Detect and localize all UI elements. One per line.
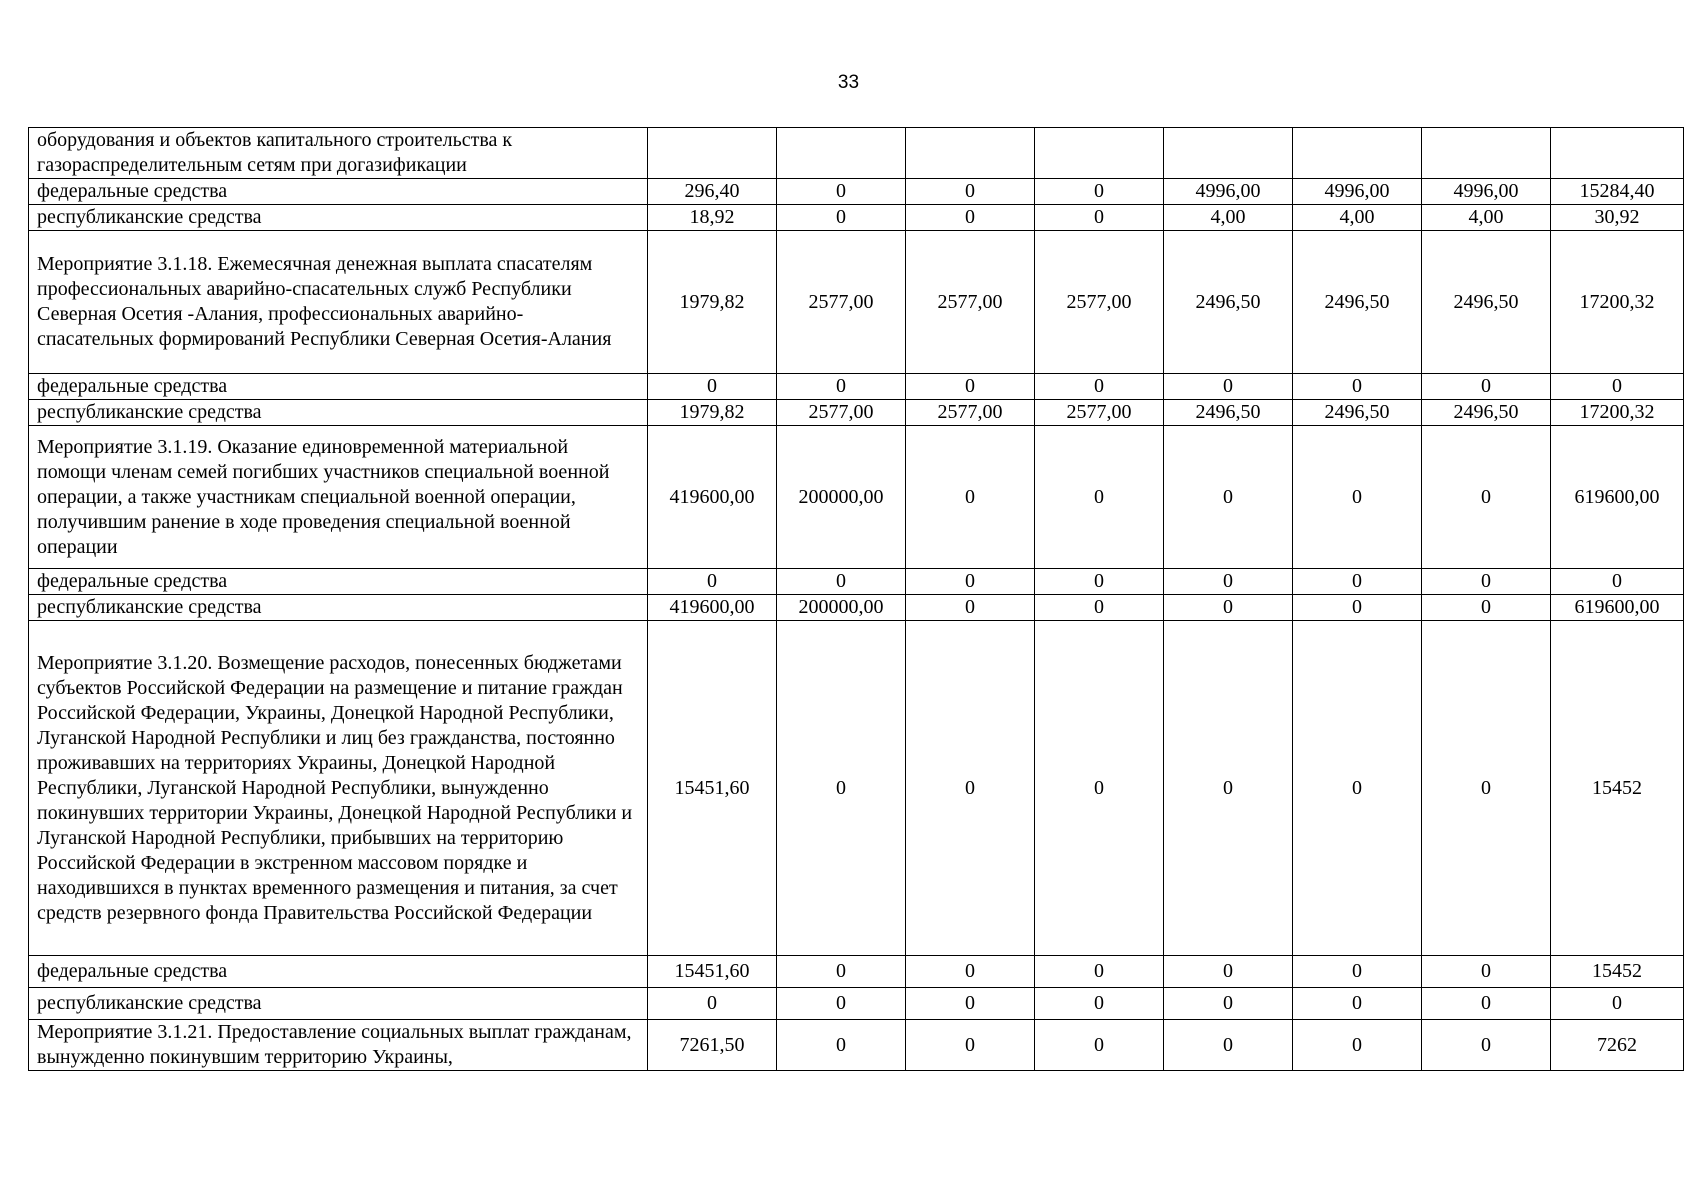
value-cell: 419600,00 (648, 426, 777, 569)
value-cell: 0 (906, 569, 1035, 595)
value-cell (648, 128, 777, 179)
value-cell: 0 (1164, 621, 1293, 956)
value-cell: 0 (777, 988, 906, 1020)
value-cell: 0 (1164, 569, 1293, 595)
value-cell: 17200,32 (1551, 231, 1684, 374)
value-cell: 2496,50 (1293, 231, 1422, 374)
value-cell (1293, 128, 1422, 179)
value-cell: 0 (1293, 621, 1422, 956)
row-label: республиканские средства (29, 595, 648, 621)
value-cell: 0 (1551, 374, 1684, 400)
value-cell: 15452 (1551, 956, 1684, 988)
value-cell: 2577,00 (777, 231, 906, 374)
value-cell: 7261,50 (648, 1020, 777, 1071)
value-cell: 0 (1164, 956, 1293, 988)
table-row (29, 621, 1684, 956)
value-cell (1551, 128, 1684, 179)
value-cell: 0 (777, 956, 906, 988)
value-cell: 0 (1422, 595, 1551, 621)
value-cell: 4996,00 (1164, 179, 1293, 205)
budget-table (28, 127, 1684, 1071)
value-cell: 2496,50 (1422, 400, 1551, 426)
row-label: Мероприятие 3.1.20. Возмещение расходов, понесенных бюджетами субъектов Российской Федерации на размещение и питание граждан Российской Федерации, Украины, Донецкой Народной Республики, Луганской Народной Республики и лиц без гражданства, постоянно проживавших на территориях Украины, Донецкой Народной Республики, Луганской Народной Республики, вынужденно покинувших территории Украины, Донецкой Народной Республики и Луганской Народной Республики, прибывших на территорию Российской Федерации в экстренном массовом порядке и находившихся в пунктах временного размещения и питания, за счет средств резервного фонда Правительства Российской Федерации (29, 621, 648, 956)
table-row (29, 231, 1684, 374)
value-cell: 0 (1035, 179, 1164, 205)
value-cell: 4,00 (1164, 205, 1293, 231)
value-cell: 0 (1422, 988, 1551, 1020)
value-cell: 0 (648, 988, 777, 1020)
value-cell: 0 (777, 205, 906, 231)
value-cell: 2496,50 (1164, 400, 1293, 426)
value-cell: 2496,50 (1422, 231, 1551, 374)
table-row (29, 426, 1684, 569)
value-cell: 0 (1293, 374, 1422, 400)
table-row (29, 179, 1684, 205)
value-cell: 0 (777, 179, 906, 205)
value-cell: 2496,50 (1293, 400, 1422, 426)
value-cell: 0 (1551, 569, 1684, 595)
value-cell: 0 (1293, 988, 1422, 1020)
value-cell: 0 (906, 1020, 1035, 1071)
value-cell: 4,00 (1293, 205, 1422, 231)
value-cell: 2577,00 (906, 231, 1035, 374)
value-cell: 0 (1035, 595, 1164, 621)
value-cell: 0 (1293, 426, 1422, 569)
row-label: федеральные средства (29, 569, 648, 595)
value-cell: 7262 (1551, 1020, 1684, 1071)
value-cell: 1979,82 (648, 231, 777, 374)
value-cell: 0 (648, 569, 777, 595)
row-label: Мероприятие 3.1.18. Ежемесячная денежная выплата спасателям профессиональных аварийно-спасательных служб Республики Северная Осетия -Алания, профессиональных аварийно-спасательных формирований Республики Северная Осетия-Алания (29, 231, 648, 374)
value-cell: 0 (906, 988, 1035, 1020)
value-cell: 0 (906, 621, 1035, 956)
value-cell: 200000,00 (777, 426, 906, 569)
value-cell: 619600,00 (1551, 595, 1684, 621)
value-cell: 2577,00 (906, 400, 1035, 426)
value-cell: 0 (1035, 205, 1164, 231)
value-cell: 0 (1422, 569, 1551, 595)
value-cell: 0 (1293, 956, 1422, 988)
value-cell: 0 (1293, 569, 1422, 595)
table-row (29, 569, 1684, 595)
value-cell (1035, 128, 1164, 179)
value-cell: 0 (1035, 621, 1164, 956)
table-row (29, 374, 1684, 400)
value-cell: 0 (1551, 988, 1684, 1020)
value-cell: 0 (906, 426, 1035, 569)
table-row (29, 128, 1684, 179)
value-cell: 0 (1035, 988, 1164, 1020)
value-cell: 15452 (1551, 621, 1684, 956)
value-cell: 15451,60 (648, 956, 777, 988)
row-label: федеральные средства (29, 956, 648, 988)
value-cell: 2577,00 (777, 400, 906, 426)
value-cell: 0 (1293, 1020, 1422, 1071)
value-cell: 0 (906, 205, 1035, 231)
table-row (29, 1020, 1684, 1071)
value-cell: 2577,00 (1035, 231, 1164, 374)
value-cell: 200000,00 (777, 595, 906, 621)
value-cell: 0 (1422, 426, 1551, 569)
value-cell: 0 (1422, 956, 1551, 988)
value-cell: 0 (1164, 1020, 1293, 1071)
table-row (29, 400, 1684, 426)
value-cell: 0 (777, 621, 906, 956)
value-cell: 18,92 (648, 205, 777, 231)
value-cell: 2577,00 (1035, 400, 1164, 426)
value-cell: 0 (1164, 988, 1293, 1020)
value-cell: 1979,82 (648, 400, 777, 426)
value-cell: 0 (1422, 1020, 1551, 1071)
value-cell (906, 128, 1035, 179)
table-row (29, 595, 1684, 621)
value-cell: 0 (1293, 595, 1422, 621)
value-cell: 15451,60 (648, 621, 777, 956)
row-label: республиканские средства (29, 400, 648, 426)
value-cell (1422, 128, 1551, 179)
table-row (29, 988, 1684, 1020)
value-cell: 0 (1164, 374, 1293, 400)
row-label: федеральные средства (29, 179, 648, 205)
value-cell: 15284,40 (1551, 179, 1684, 205)
value-cell: 0 (777, 569, 906, 595)
value-cell: 4996,00 (1293, 179, 1422, 205)
row-label: республиканские средства (29, 988, 648, 1020)
value-cell: 0 (1164, 595, 1293, 621)
page-number: 33 (837, 72, 860, 93)
value-cell: 30,92 (1551, 205, 1684, 231)
value-cell: 0 (906, 595, 1035, 621)
value-cell (777, 128, 906, 179)
row-label: Мероприятие 3.1.19. Оказание единовременной материальной помощи членам семей погибших участников специальной военной операции, а также участникам специальной военной операции, получившим ранение в ходе проведения специальной военной операции (29, 426, 648, 569)
value-cell: 296,40 (648, 179, 777, 205)
row-label: федеральные средства (29, 374, 648, 400)
value-cell: 419600,00 (648, 595, 777, 621)
value-cell: 0 (648, 374, 777, 400)
value-cell: 0 (1035, 1020, 1164, 1071)
value-cell: 2496,50 (1164, 231, 1293, 374)
value-cell: 4,00 (1422, 205, 1551, 231)
row-label: Мероприятие 3.1.21. Предоставление социальных выплат гражданам, вынужденно покинувшим территорию Украины, (29, 1020, 648, 1071)
value-cell: 0 (777, 374, 906, 400)
table-row (29, 956, 1684, 988)
value-cell: 0 (906, 956, 1035, 988)
row-label: республиканские средства (29, 205, 648, 231)
table-row (29, 205, 1684, 231)
value-cell: 0 (777, 1020, 906, 1071)
value-cell: 0 (906, 374, 1035, 400)
value-cell: 4996,00 (1422, 179, 1551, 205)
value-cell: 0 (1035, 956, 1164, 988)
value-cell: 0 (1035, 569, 1164, 595)
value-cell: 0 (1035, 374, 1164, 400)
value-cell: 0 (1422, 374, 1551, 400)
value-cell: 0 (906, 179, 1035, 205)
value-cell: 17200,32 (1551, 400, 1684, 426)
value-cell (1164, 128, 1293, 179)
value-cell: 0 (1035, 426, 1164, 569)
value-cell: 619600,00 (1551, 426, 1684, 569)
value-cell: 0 (1164, 426, 1293, 569)
value-cell: 0 (1422, 621, 1551, 956)
row-label: оборудования и объектов капитального строительства к газораспределительным сетям при догазификации (29, 128, 648, 179)
